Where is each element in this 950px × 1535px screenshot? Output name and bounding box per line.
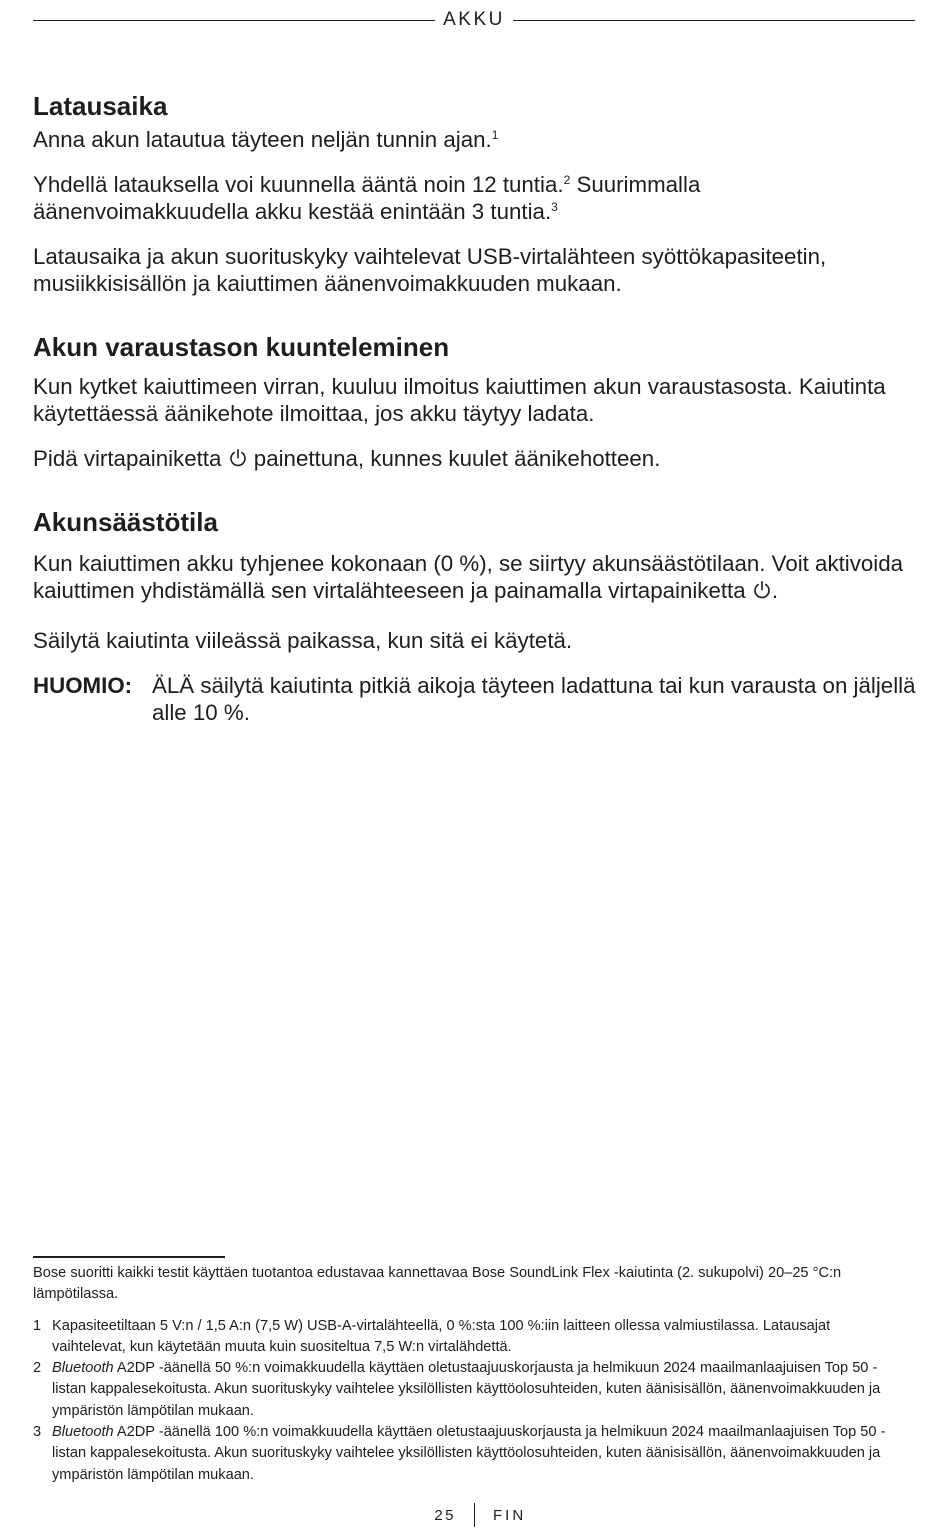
page-header: [33, 8, 915, 32]
footnote-text: Kapasiteetiltaan 5 V:n / 1,5 A:n (7,5 W) USB-A-virtalähteellä, 0 %:sta 100 %:iin laitteen ollessa valmiustilassa. Latausajat vaihtelevat, kun käytetään muuta kuin suositeltua 7,5 W:n virtalähdettä.: [52, 1317, 831, 1355]
footnotes: [33, 1263, 893, 1486]
page-number: 25: [434, 1507, 456, 1524]
heading-battery-saver: Akunsäästötila: [33, 507, 218, 537]
page-footer: [0, 1503, 950, 1529]
page-content: [33, 86, 918, 726]
header-rule-left: [33, 20, 435, 21]
footnote-body: [52, 1358, 893, 1422]
paragraph-performance: Latausaika ja akun suorituskyky vaihtelevat USB-virtalähteen syöttökapasiteetin, musiikkisisällön ja kaiuttimen äänenvoimakkuuden mukaan.: [33, 244, 827, 296]
power-icon: [752, 580, 772, 600]
footnote-ref: 2: [563, 173, 571, 187]
footnote-rule: [33, 1256, 225, 1258]
footnote-text: A2DP -äänellä 50 %:n voimakkuudella käyttäen oletustaajuuskorjausta ja helmikuun 2024 maailmanlaajuisen Top 50 -listan kappalesekoitusta. Akun suorituskyky vaihtelee yksilöllisten käyttöolosuhteiden, kuten äänisisällön, äänenvoimakkuuden ja ympäristön lämpötilan mukaan.: [52, 1360, 881, 1419]
note-block: [33, 672, 918, 726]
footnote-body: [52, 1422, 893, 1486]
paragraph-battery-notice: Kun kytket kaiuttimeen virran, kuuluu ilmoitus kaiuttimen akun varaustasosta. Kaiutinta käytettäessä äänikehote ilmoittaa, jos akku täytyy ladata.: [33, 374, 886, 426]
note-label: HUOMIO:: [33, 673, 133, 698]
footnote-number: 3: [33, 1424, 42, 1441]
paragraph-text: Pidä virtapainiketta: [33, 446, 228, 471]
footnote-emphasis: Bluetooth: [52, 1360, 114, 1377]
footnote-intro: Bose suoritti kaikki testit käyttäen tuotantoa edustavaa kannettavaa Bose SoundLink Flex -kaiutinta (2. sukupolvi) 20–25 °C:n lämpötilassa.: [33, 1265, 842, 1303]
section-title: AKKU: [443, 9, 505, 30]
footnote-ref: 1: [491, 128, 499, 142]
paragraph-text: .: [771, 578, 779, 603]
paragraph-text: Kun kaiuttimen akku tyhjenee kokonaan (0 %), se siirtyy akunsäästötilaan. Voit aktivoida kaiuttimen yhdistämällä sen virtalähteeseen ja painamalla virtapainiketta: [33, 551, 904, 603]
footnote-emphasis: Bluetooth: [52, 1424, 114, 1441]
paragraph-play-time: [33, 171, 918, 225]
power-icon: [228, 448, 248, 468]
heading-latausaika: Latausaika: [33, 91, 168, 121]
footnote-item: [33, 1422, 893, 1486]
paragraph-text: Anna akun latautua täyteen neljän tunnin ajan.: [33, 127, 492, 152]
paragraph-battery-saver: [33, 550, 918, 604]
note-text: ÄLÄ säilytä kaiutinta pitkiä aikoja täyteen ladattuna tai kun varausta on jäljellä alle 10 %.: [152, 673, 916, 725]
footnote-text: A2DP -äänellä 100 %:n voimakkuudella käyttäen oletustaajuuskorjausta ja helmikuun 2024 maailmanlaajuisen Top 50 -listan kappalesekoitusta. Akun suorituskyky vaihtelee yksilöllisten käyttöolosuhteiden, kuten äänisisällön, äänenvoimakkuuden ja ympäristön lämpötilan mukaan.: [52, 1424, 886, 1483]
paragraph-text: painettuna, kunnes kuulet äänikehotteen.: [247, 446, 661, 471]
footnote-number: 1: [33, 1317, 42, 1334]
paragraph-storage: Säilytä kaiutinta viileässä paikassa, kun sitä ei käytetä.: [33, 628, 573, 653]
footnote-ref: 3: [551, 200, 558, 214]
footnote-number: 2: [33, 1360, 42, 1377]
header-rule-right: [513, 20, 915, 21]
heading-battery-level: Akun varaustason kuunteleminen: [33, 332, 450, 362]
footer-divider: [474, 1503, 475, 1527]
paragraph-power-hold: [33, 445, 918, 472]
paragraph-text: Yhdellä latauksella voi kuunnella ääntä noin 12 tuntia.: [33, 172, 564, 197]
language-code: FIN: [493, 1507, 527, 1524]
footnote-item: [33, 1316, 893, 1359]
paragraph-text: Suurimmalla äänenvoimakkuudella akku kestää enintään 3 tuntia.: [33, 172, 701, 224]
footnote-item: [33, 1358, 893, 1422]
paragraph-charge-time: [33, 126, 918, 153]
